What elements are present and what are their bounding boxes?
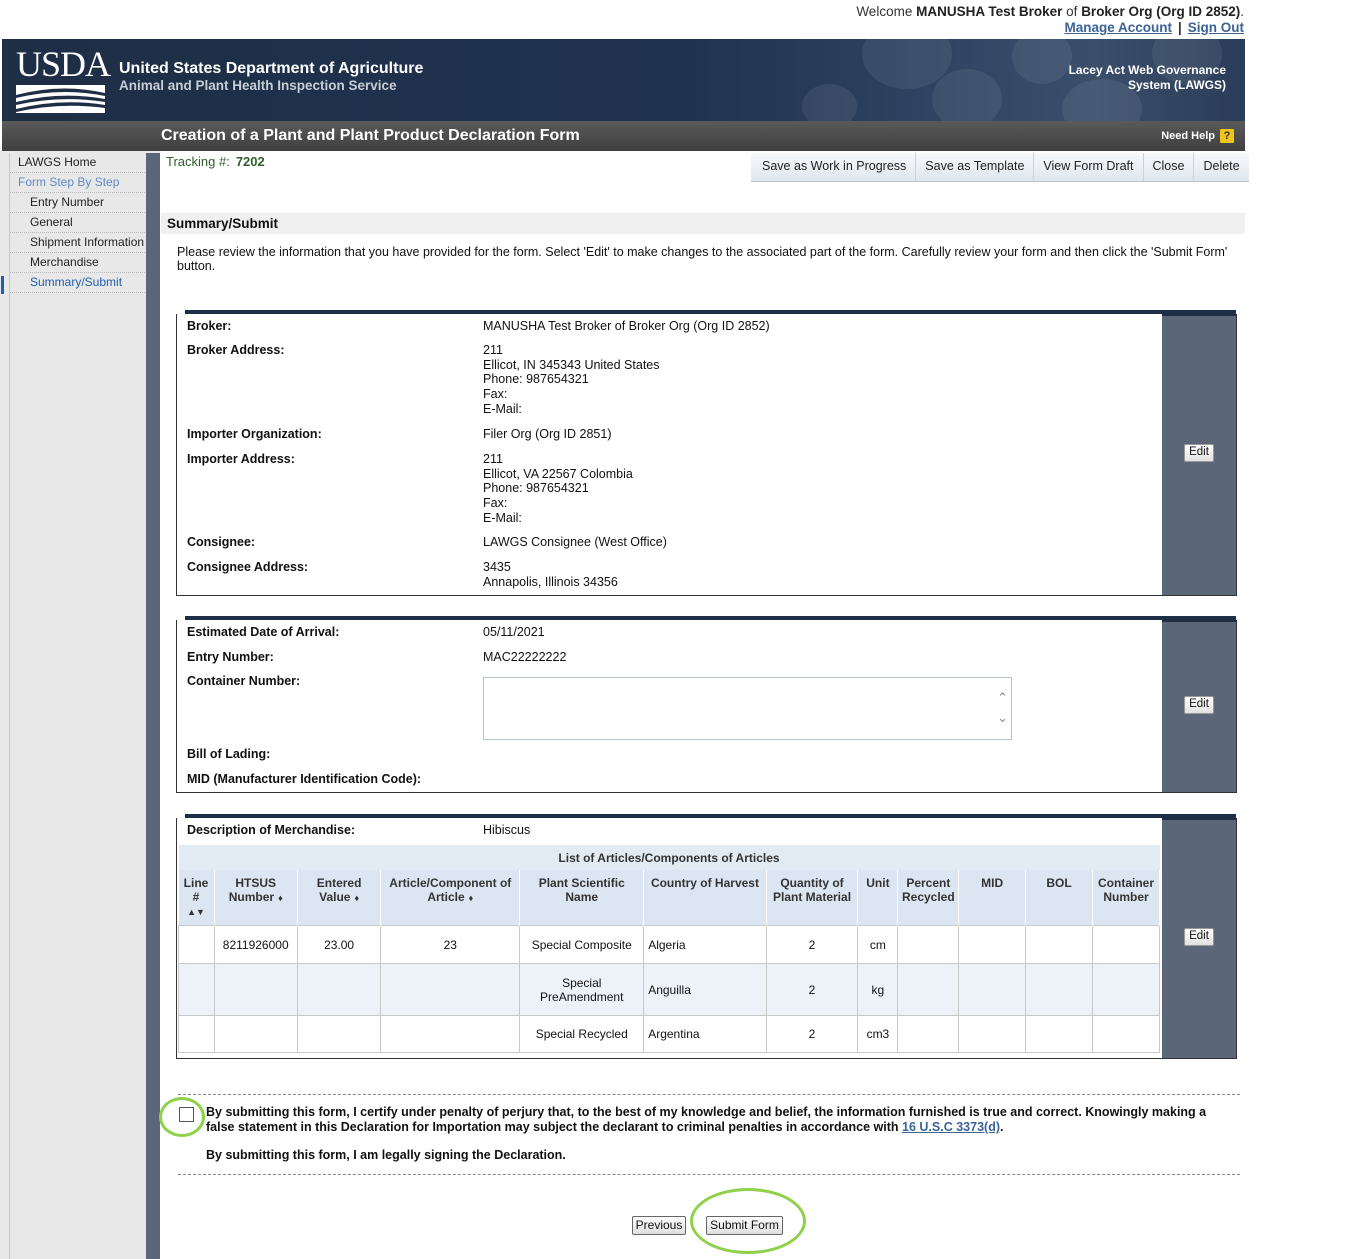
section-title: Summary/Submit xyxy=(167,216,279,231)
cell-article xyxy=(381,1016,520,1053)
address-line: Ellicot, IN 345343 United States xyxy=(483,357,660,372)
banner-texture xyxy=(932,69,1002,121)
tracking-label: Tracking #: xyxy=(166,154,230,169)
importer-address xyxy=(483,452,633,526)
cell-htsus xyxy=(214,1016,297,1053)
column-label: HTSUS Number xyxy=(228,876,277,904)
sort-icon[interactable]: ♦ xyxy=(354,893,360,903)
cell-line xyxy=(179,964,215,1016)
column-label: Plant Scientific Name xyxy=(538,876,625,904)
column-label: Article/Component of Article xyxy=(389,876,512,904)
address-line: Ellicot, VA 22567 Colombia xyxy=(483,466,633,481)
address-line: Phone: 987654321 xyxy=(483,372,589,387)
table-row xyxy=(179,1016,1160,1053)
cell-scientific-name: Special Composite xyxy=(520,926,644,964)
banner-texture xyxy=(1012,39,1072,84)
sort-icon[interactable]: ♦ xyxy=(468,893,474,903)
table-row xyxy=(179,964,1160,1016)
column-label: Container Number xyxy=(1098,876,1155,904)
articles-table xyxy=(178,845,1160,1053)
cell-container xyxy=(1093,1016,1160,1053)
broker-label: Broker: xyxy=(187,319,232,333)
sidebar-item-label: Form Step By Step xyxy=(18,175,120,189)
cell-entered-value xyxy=(297,964,380,1016)
sidebar-item-label: Shipment Information xyxy=(30,235,145,249)
consignee-value: LAWGS Consignee (West Office) xyxy=(483,535,667,549)
address-line: E-Mail: xyxy=(483,401,522,416)
page-title-bar xyxy=(2,121,1245,151)
sidebar-item-shipment-information[interactable] xyxy=(10,233,145,253)
consignee-label: Consignee: xyxy=(187,535,256,549)
cell-entered-value: 23.00 xyxy=(297,926,380,964)
entry-number-label: Entry Number: xyxy=(187,650,274,664)
sidebar-item-label: Summary/Submit xyxy=(30,275,123,289)
col-quantity xyxy=(766,870,858,926)
link-separator: | xyxy=(1177,20,1182,35)
delete-button[interactable]: Delete xyxy=(1193,153,1248,181)
cell-mid xyxy=(959,1016,1026,1053)
panel-top-rule xyxy=(185,616,1227,620)
merchandise-description-value: Hibiscus xyxy=(483,823,531,837)
banner-texture xyxy=(802,84,857,121)
org-name: Broker Org (Org ID 2852) xyxy=(1081,4,1241,19)
statute-link[interactable]: 16 U.S.C 3373(d) xyxy=(902,1120,1000,1134)
tracking-number xyxy=(166,154,265,169)
cell-quantity: 2 xyxy=(766,926,858,964)
address-line: Fax: xyxy=(483,496,508,511)
sidebar-item-label: Merchandise xyxy=(30,255,99,269)
panel-corner xyxy=(1162,814,1236,820)
panel-edit-column xyxy=(1162,314,1236,595)
importer-address-label: Importer Address: xyxy=(187,452,295,466)
sidebar-divider xyxy=(9,153,10,1259)
sidebar-item-summary-submit[interactable] xyxy=(10,273,145,293)
section-header xyxy=(161,213,1245,234)
address-line: Phone: 987654321 xyxy=(483,481,589,496)
need-help-link[interactable]: Need Help xyxy=(1161,130,1215,142)
divider xyxy=(178,1094,1240,1095)
usda-logo-field-graphic xyxy=(16,85,105,113)
sidebar-item-general[interactable] xyxy=(10,213,145,233)
close-button[interactable]: Close xyxy=(1143,153,1194,181)
usda-logo[interactable] xyxy=(16,44,111,109)
active-step-marker xyxy=(1,276,4,294)
cell-country: Anguilla xyxy=(644,964,767,1016)
broker-value: MANUSHA Test Broker of Broker Org (Org ID 2852) xyxy=(483,319,770,333)
welcome-suffix: . xyxy=(1240,4,1244,19)
cell-htsus xyxy=(214,964,297,1016)
address-line: Annapolis, Illinois 34356 xyxy=(483,574,618,589)
cell-bol xyxy=(1026,926,1093,964)
user-name: MANUSHA Test Broker xyxy=(916,4,1063,19)
consignee-address xyxy=(483,560,618,589)
arrival-date-value: 05/11/2021 xyxy=(483,625,545,639)
parties-panel xyxy=(176,314,1237,596)
cell-unit: cm xyxy=(858,926,898,964)
broker-address-label: Broker Address: xyxy=(187,343,285,357)
dept-title: United States Department of Agriculture xyxy=(119,60,424,77)
sort-icon[interactable]: ▲▼ xyxy=(187,907,205,917)
sidebar-item-merchandise[interactable] xyxy=(10,253,145,273)
view-draft-button[interactable]: View Form Draft xyxy=(1033,153,1142,181)
cell-mid xyxy=(959,964,1026,1016)
panel-edit-column xyxy=(1162,620,1236,792)
edit-shipment-button[interactable]: Edit xyxy=(1184,696,1214,714)
cell-country: Algeria xyxy=(644,926,767,964)
cell-htsus: 8211926000 xyxy=(214,926,297,964)
sidebar-item-label: LAWGS Home xyxy=(18,155,97,169)
scroll-arrows-icon[interactable]: ⌃ ⌄ xyxy=(997,690,1008,725)
edit-parties-button[interactable]: Edit xyxy=(1184,444,1214,462)
address-line: 3435 xyxy=(483,560,511,574)
cell-quantity: 2 xyxy=(766,964,858,1016)
cell-recycled xyxy=(898,1016,959,1053)
shipment-panel xyxy=(176,620,1237,793)
section-intro: Please review the information that you have provided for the form. Select 'Edit' to make changes to the associated part of the form. Carefully review your form and then click the 'Submit Form' button. xyxy=(177,245,1228,273)
sidebar-accent-bar xyxy=(146,153,160,1259)
address-line: Fax: xyxy=(483,387,508,402)
cell-unit: kg xyxy=(858,964,898,1016)
importer-org-value: Filer Org (Org ID 2851) xyxy=(483,427,612,441)
cell-recycled xyxy=(898,964,959,1016)
bill-of-lading-label: Bill of Lading: xyxy=(187,747,271,761)
panel-corner xyxy=(1162,310,1236,316)
panel-edit-column xyxy=(1162,818,1236,1058)
col-mid xyxy=(959,870,1026,926)
column-label: Entered Value xyxy=(316,876,362,904)
column-label: MID xyxy=(981,876,1004,890)
cell-quantity: 2 xyxy=(766,1016,858,1053)
agency-banner xyxy=(2,39,1245,121)
importer-org-label: Importer Organization: xyxy=(187,427,322,441)
col-article[interactable] xyxy=(381,870,520,926)
container-number-field[interactable] xyxy=(483,677,1012,740)
column-label: BOL xyxy=(1046,876,1072,890)
sidebar-item-label: General xyxy=(30,215,73,229)
certification-text: By submitting this form, I certify under penalty of perjury that, to the best of my knowledge and belief, the information furnished is true and correct. Knowingly making a false statement in this Declaration for Importation may subject the declarant to criminal penalties in accordance with xyxy=(206,1105,1207,1134)
cell-container xyxy=(1093,926,1160,964)
save-template-button[interactable]: Save as Template xyxy=(915,153,1033,181)
signing-statement: By submitting this form, I am legally signing the Declaration. xyxy=(206,1148,566,1162)
certification-statement xyxy=(206,1105,1236,1135)
cell-article xyxy=(381,964,520,1016)
agency-title: Animal and Plant Health Inspection Service xyxy=(119,78,397,93)
column-label: Country of Harvest xyxy=(650,876,759,890)
col-line[interactable] xyxy=(179,870,215,926)
address-line: E-Mail: xyxy=(483,510,522,525)
col-htsus[interactable] xyxy=(214,870,297,926)
arrival-date-label: Estimated Date of Arrival: xyxy=(187,625,340,639)
mid-label: MID (Manufacturer Identification Code): xyxy=(187,772,422,786)
column-label: Line # xyxy=(183,876,209,904)
cell-container xyxy=(1093,964,1160,1016)
welcome-mid: of xyxy=(1066,4,1078,19)
usda-logo-text: USDA xyxy=(16,44,111,84)
divider xyxy=(178,1174,1240,1175)
table-caption: List of Articles/Components of Articles xyxy=(179,845,1160,870)
sidebar xyxy=(0,151,160,1259)
save-wip-button[interactable]: Save as Work in Progress xyxy=(762,159,907,173)
sign-out-link[interactable]: Sign Out xyxy=(1187,20,1244,35)
cell-unit: cm3 xyxy=(858,1016,898,1053)
tracking-value: 7202 xyxy=(235,154,265,169)
page-title: Creation of a Plant and Plant Product Declaration Form xyxy=(161,127,580,144)
table-row xyxy=(179,926,1160,964)
sidebar-item-label: Entry Number xyxy=(30,195,105,209)
consignee-address-label: Consignee Address: xyxy=(187,560,309,574)
col-recycled xyxy=(898,870,959,926)
submit-form-button[interactable]: Submit Form xyxy=(706,1216,783,1235)
panel-corner xyxy=(1162,616,1236,622)
cell-article: 23 xyxy=(381,926,520,964)
cell-line xyxy=(179,926,215,964)
table-header-row xyxy=(179,870,1160,926)
cell-bol xyxy=(1026,1016,1093,1053)
panel-top-rule xyxy=(185,814,1227,818)
col-country xyxy=(644,870,767,926)
cell-country: Argentina xyxy=(644,1016,767,1053)
merchandise-description-label: Description of Merchandise: xyxy=(187,823,356,837)
column-label: Unit xyxy=(866,876,890,890)
panel-top-rule xyxy=(185,310,1227,314)
sidebar-item-lawgs-home[interactable] xyxy=(10,153,145,173)
system-title xyxy=(1069,63,1226,93)
system-title-line2: System (LAWGS) xyxy=(1127,78,1226,92)
account-links xyxy=(856,20,1244,36)
sidebar-item-form-step-by-step[interactable] xyxy=(10,173,145,193)
help-icon[interactable]: ? xyxy=(1220,129,1234,143)
system-title-line1: Lacey Act Web Governance xyxy=(1068,63,1226,77)
cell-scientific-name: Special Recycled xyxy=(520,1016,644,1053)
welcome-prefix: Welcome xyxy=(856,4,913,19)
form-toolbar xyxy=(751,153,1249,182)
cell-line xyxy=(179,1016,215,1053)
cell-mid xyxy=(959,926,1026,964)
cell-recycled xyxy=(898,926,959,964)
department-name xyxy=(119,60,423,94)
sort-icon[interactable]: ♦ xyxy=(278,893,283,903)
previous-button[interactable]: Previous xyxy=(632,1216,686,1235)
address-line: 211 xyxy=(483,343,503,357)
col-scientific-name xyxy=(520,870,644,926)
certification-period: . xyxy=(1000,1120,1004,1134)
cell-entered-value xyxy=(297,1016,380,1053)
certify-checkbox[interactable] xyxy=(179,1107,194,1122)
col-unit xyxy=(858,870,898,926)
container-number-label: Container Number: xyxy=(187,674,301,688)
address-line: 211 xyxy=(483,452,503,466)
edit-merchandise-button[interactable]: Edit xyxy=(1184,928,1214,946)
broker-address xyxy=(483,343,660,417)
sidebar-item-entry-number[interactable] xyxy=(10,193,145,213)
welcome-header xyxy=(856,4,1244,36)
welcome-line xyxy=(856,4,1244,20)
column-label: Percent Recycled xyxy=(901,876,955,904)
cell-scientific-name: Special PreAmendment xyxy=(520,964,644,1016)
col-entered-value[interactable] xyxy=(297,870,380,926)
cell-bol xyxy=(1026,964,1093,1016)
col-bol xyxy=(1026,870,1093,926)
entry-number-value: MAC22222222 xyxy=(483,650,567,664)
col-container xyxy=(1093,870,1160,926)
merchandise-panel xyxy=(176,818,1237,1059)
manage-account-link[interactable]: Manage Account xyxy=(1064,20,1172,35)
column-label: Quantity of Plant Material xyxy=(773,876,852,904)
